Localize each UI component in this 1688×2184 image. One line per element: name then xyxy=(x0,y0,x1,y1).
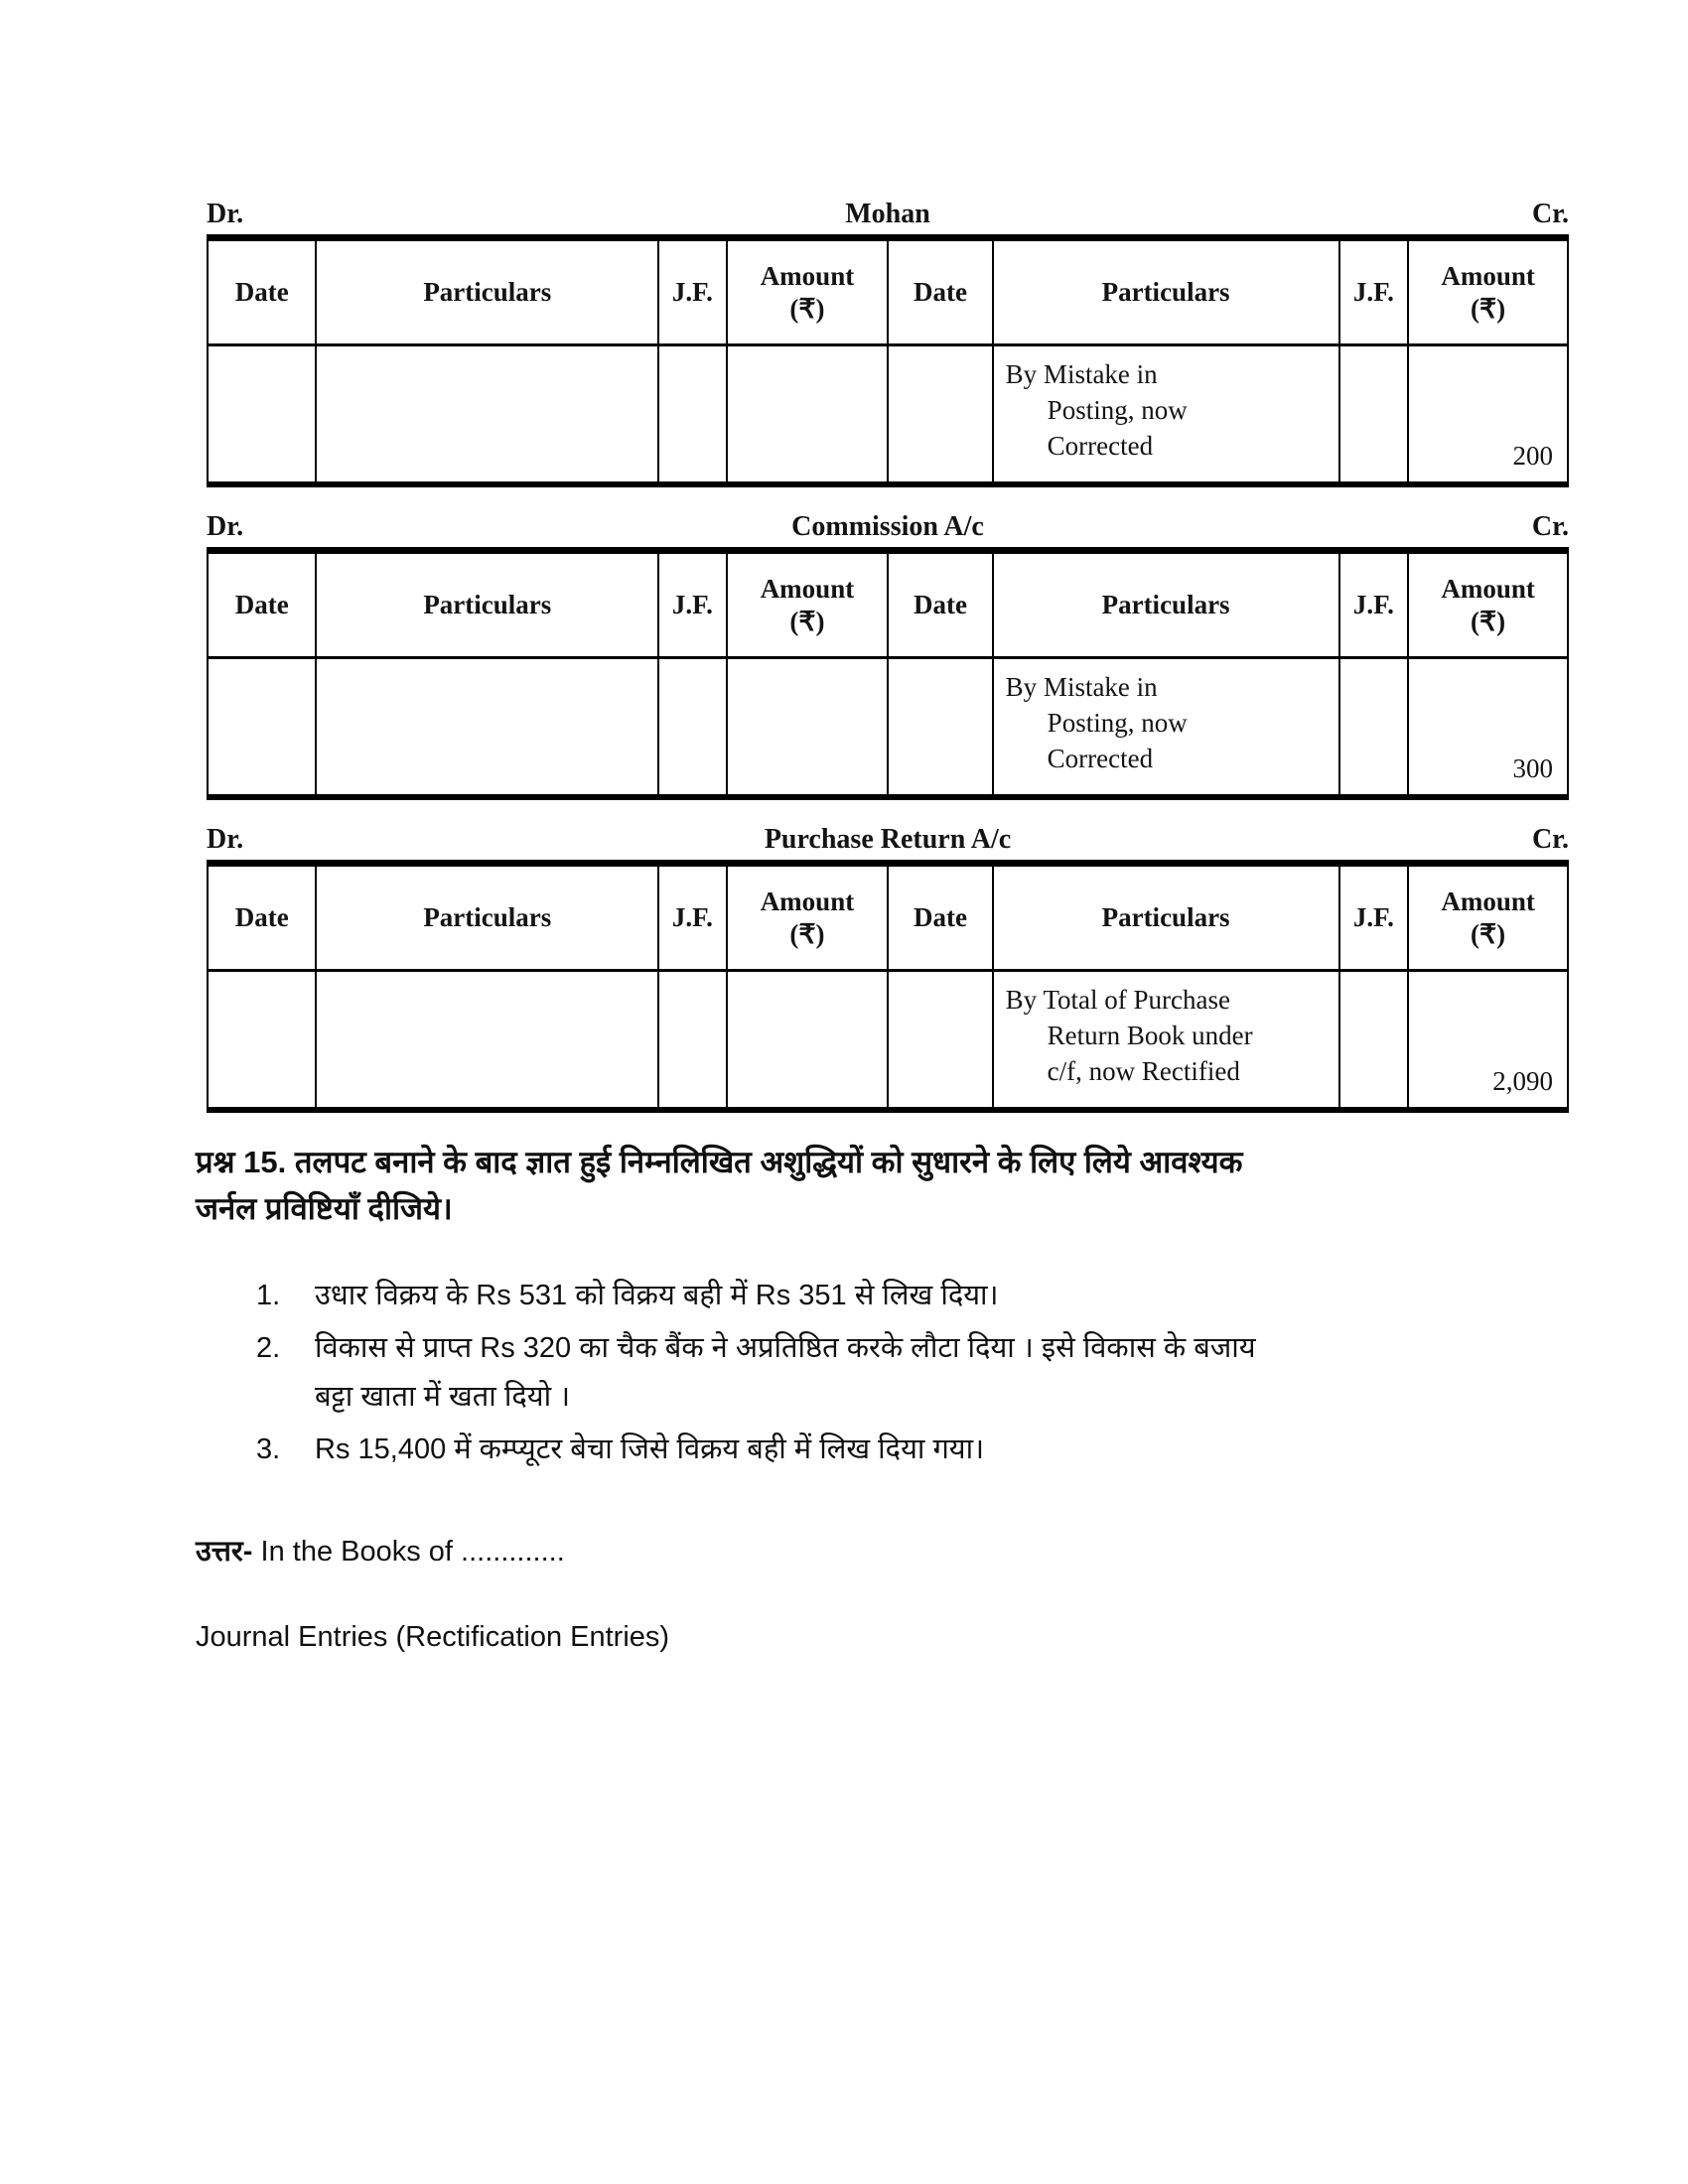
jf-cell-debit-empty xyxy=(659,659,727,794)
amount-label: Amount xyxy=(760,260,855,291)
particulars-cell-debit-empty xyxy=(317,972,659,1107)
date-cell-credit-empty xyxy=(889,659,993,794)
amount-cell-credit: 200 xyxy=(1512,441,1553,471)
amount-label: Amount xyxy=(760,573,855,604)
list-item-line: Rs 15,400 में कम्प्यूटर बेचा जिसे विक्रय बही में लिख दिया गया। xyxy=(315,1433,985,1465)
list-item-text xyxy=(315,1426,1571,1474)
entry-line: Posting, now xyxy=(1047,395,1188,425)
entry-line: By Total of Purchase xyxy=(1005,985,1230,1015)
amount-cell-credit: 2,090 xyxy=(1492,1066,1553,1096)
ledger-table-commission xyxy=(207,511,1569,800)
date-cell-debit-empty xyxy=(209,972,317,1107)
entry-line: Return Book under xyxy=(1047,1021,1253,1050)
col-header-date-credit: Date xyxy=(889,554,993,659)
col-header-jf-debit: J.F. xyxy=(659,867,727,972)
col-header-particulars-debit: Particulars xyxy=(317,867,659,972)
ledger-title-row xyxy=(207,199,1569,230)
col-header-amount-debit xyxy=(728,867,890,972)
particulars-cell-credit xyxy=(994,346,1340,481)
col-header-particulars-debit: Particulars xyxy=(317,554,659,659)
col-header-jf-debit: J.F. xyxy=(659,554,727,659)
rupee-unit-label: (₹) xyxy=(789,293,825,324)
jf-cell-debit-empty xyxy=(659,346,727,481)
ledger-grid xyxy=(207,547,1569,800)
amount-label: Amount xyxy=(1441,573,1535,604)
list-item xyxy=(256,1324,1571,1422)
particulars-cell-credit xyxy=(994,659,1340,794)
list-item-number: 3. xyxy=(256,1433,281,1465)
col-header-amount-credit xyxy=(1409,867,1567,972)
date-cell-debit-empty xyxy=(209,659,317,794)
amount-cell-debit-empty xyxy=(728,659,890,794)
amount-cell-debit-empty xyxy=(728,346,890,481)
question-15-heading xyxy=(196,1139,1571,1232)
ledger-title-row xyxy=(207,824,1569,856)
date-cell-credit-empty xyxy=(889,346,993,481)
entry-line: Posting, now xyxy=(1047,708,1188,738)
amount-cell-credit: 300 xyxy=(1512,753,1553,783)
date-cell-debit-empty xyxy=(209,346,317,481)
account-title: Purchase Return A/c xyxy=(764,824,1012,855)
rupee-unit-label: (₹) xyxy=(1471,606,1506,636)
amount-label: Amount xyxy=(1441,886,1535,916)
cr-label: Cr. xyxy=(1531,824,1570,855)
answer-line xyxy=(196,1532,1571,1571)
account-title: Commission A/c xyxy=(791,511,984,542)
list-item xyxy=(256,1426,1571,1474)
ledger-table-purchase-return xyxy=(207,824,1569,1113)
ledger-grid xyxy=(207,234,1569,487)
amount-label: Amount xyxy=(760,886,855,916)
ledger-table-mohan xyxy=(207,199,1569,487)
amount-label: Amount xyxy=(1441,260,1535,291)
question-line-1: प्रश्न 15. तलपट बनाने के बाद ज्ञात हुई निम्नलिखित अशुद्धियों को सुधारने के लिए लिये आवश्यक xyxy=(196,1145,1243,1179)
rupee-unit-label: (₹) xyxy=(789,918,825,949)
jf-cell-debit-empty xyxy=(659,972,727,1107)
entry-line: Corrected xyxy=(1047,744,1154,773)
col-header-date-debit: Date xyxy=(209,867,317,972)
col-header-jf-credit: J.F. xyxy=(1340,241,1410,346)
col-header-date-credit: Date xyxy=(889,241,993,346)
answer-label: उत्तर- xyxy=(196,1536,253,1568)
particulars-cell-debit-empty xyxy=(317,346,659,481)
dr-label: Dr. xyxy=(207,511,244,542)
rupee-unit-label: (₹) xyxy=(789,606,825,636)
ledger-title-row xyxy=(207,511,1569,543)
rupee-unit-label: (₹) xyxy=(1471,918,1506,949)
amount-cell-debit-empty xyxy=(728,972,890,1107)
list-item-text xyxy=(315,1272,1571,1320)
account-title: Mohan xyxy=(845,199,930,229)
list-item-line: विकास से प्राप्त Rs 320 का चैक बैंक ने अप्रतिष्ठित करके लौटा दिया । इसे विकास के बजाय xyxy=(315,1332,1256,1364)
list-item xyxy=(256,1272,1571,1320)
cr-label: Cr. xyxy=(1531,511,1569,542)
journal-entries-title: Journal Entries (Rectification Entries) xyxy=(196,1621,670,1653)
credit-entry-text xyxy=(994,659,1338,780)
question-15-list xyxy=(256,1272,1571,1474)
entry-line: Corrected xyxy=(1047,431,1154,461)
col-header-amount-debit xyxy=(728,554,890,659)
date-cell-credit-empty xyxy=(889,972,993,1107)
dr-label: Dr. xyxy=(207,199,244,229)
col-header-jf-credit: J.F. xyxy=(1340,554,1410,659)
list-item-line: उधार विक्रय के Rs 531 को विक्रय बही में Rs 351 से लिख दिया। xyxy=(315,1280,999,1311)
col-header-jf-debit: J.F. xyxy=(659,241,727,346)
col-header-particulars-credit: Particulars xyxy=(994,867,1340,972)
jf-cell-credit-empty xyxy=(1340,659,1410,794)
rupee-unit-label: (₹) xyxy=(1471,293,1506,324)
dr-label: Dr. xyxy=(207,824,244,855)
entry-line: By Mistake in xyxy=(1005,359,1158,389)
cr-label: Cr. xyxy=(1531,199,1570,229)
col-header-particulars-debit: Particulars xyxy=(317,241,659,346)
list-item-text xyxy=(315,1324,1571,1422)
entry-line: c/f, now Rectified xyxy=(1047,1056,1240,1086)
list-item-number: 1. xyxy=(256,1280,281,1311)
col-header-particulars-credit: Particulars xyxy=(994,241,1340,346)
jf-cell-credit-empty xyxy=(1340,346,1410,481)
entry-line: By Mistake in xyxy=(1005,672,1158,702)
col-header-amount-debit xyxy=(728,241,890,346)
col-header-amount-credit xyxy=(1409,241,1567,346)
col-header-date-credit: Date xyxy=(889,867,993,972)
list-item-number: 2. xyxy=(256,1332,281,1364)
col-header-date-debit: Date xyxy=(209,554,317,659)
col-header-amount-credit xyxy=(1409,554,1567,659)
col-header-date-debit: Date xyxy=(209,241,317,346)
credit-entry-text xyxy=(994,972,1338,1093)
answer-text: In the Books of ............. xyxy=(260,1536,565,1568)
particulars-cell-credit xyxy=(994,972,1340,1107)
page-content xyxy=(196,199,1571,1657)
jf-cell-credit-empty xyxy=(1340,972,1410,1107)
list-item-line: बट्टा खाता में खता दियो । xyxy=(315,1381,571,1413)
credit-entry-text xyxy=(994,346,1338,468)
ledger-grid xyxy=(207,860,1569,1113)
col-header-particulars-credit: Particulars xyxy=(994,554,1340,659)
question-line-2: जर्नल प्रविष्टियाँ दीजिये। xyxy=(196,1191,453,1226)
particulars-cell-debit-empty xyxy=(317,659,659,794)
col-header-jf-credit: J.F. xyxy=(1340,867,1410,972)
